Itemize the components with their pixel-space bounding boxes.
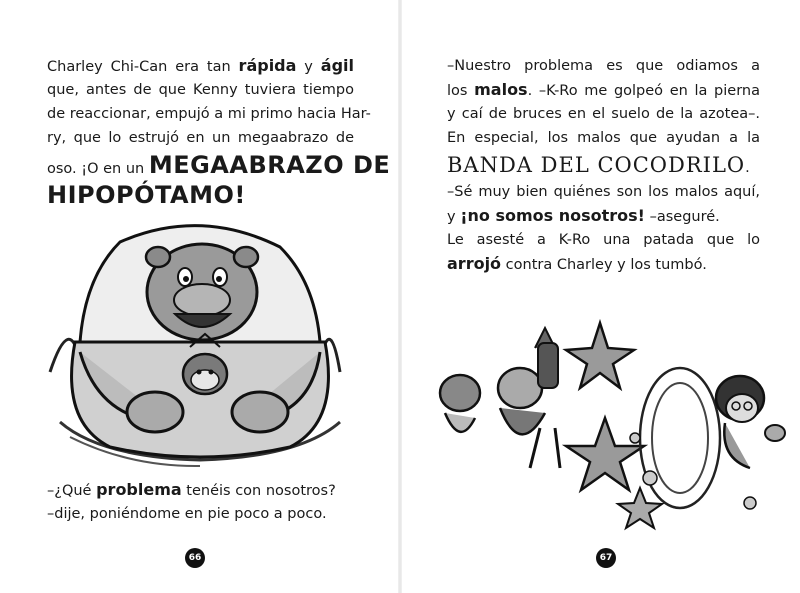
text-line: –¿Qué problema tenéis con nosotros? (47, 480, 336, 499)
text-line: y caí de bruces en el suelo de la azotea–. (447, 106, 760, 122)
text-line: En especial, los malos que ayudan a la (447, 130, 760, 146)
text-line: y ¡no somos nosotros! –aseguré. (447, 206, 720, 225)
emphasis-big: BANDA DEL COCODRILO (447, 153, 746, 177)
kick-scene-illustration (420, 318, 795, 528)
text-line: oso. ¡O en un MEGAABRAZO DE (47, 151, 391, 179)
text-line: Charley Chi-Can era tan rápida y ágil (47, 56, 354, 75)
left-bottom-paragraph (47, 478, 354, 526)
text-line: –Sé muy bien quiénes son los malos aquí, (447, 184, 760, 200)
text-line: los malos. –K-Ro me golpeó en la pierna (447, 80, 760, 99)
text-line: BANDA DEL COCODRILO. (447, 153, 750, 177)
left-top-paragraph (47, 54, 391, 210)
page-number: 66 (185, 548, 205, 568)
right-page (400, 0, 800, 593)
text-line: Le asesté a K-Ro una patada que lo (447, 232, 760, 248)
text-line: ry, que lo estrujó en un megaabrazo de (47, 130, 354, 146)
emphasis-big: MEGAABRAZO DE (148, 151, 391, 179)
right-top-paragraph (447, 54, 760, 276)
text-line: –dije, poniéndome en pie poco a poco. (47, 506, 327, 522)
text-line: que, antes de que Kenny tuviera tiempo (47, 82, 354, 98)
text-line: arrojó contra Charley y los tumbó. (447, 254, 707, 273)
hippo-hug-illustration (40, 222, 360, 467)
emphasis-big: HIPOPÓTAMO! (47, 181, 246, 209)
text-line: de reaccionar, empujó a mi primo hacia Har- (47, 106, 371, 122)
page-number: 67 (596, 548, 616, 568)
text-line: –Nuestro problema es que odiamos a (447, 58, 760, 74)
